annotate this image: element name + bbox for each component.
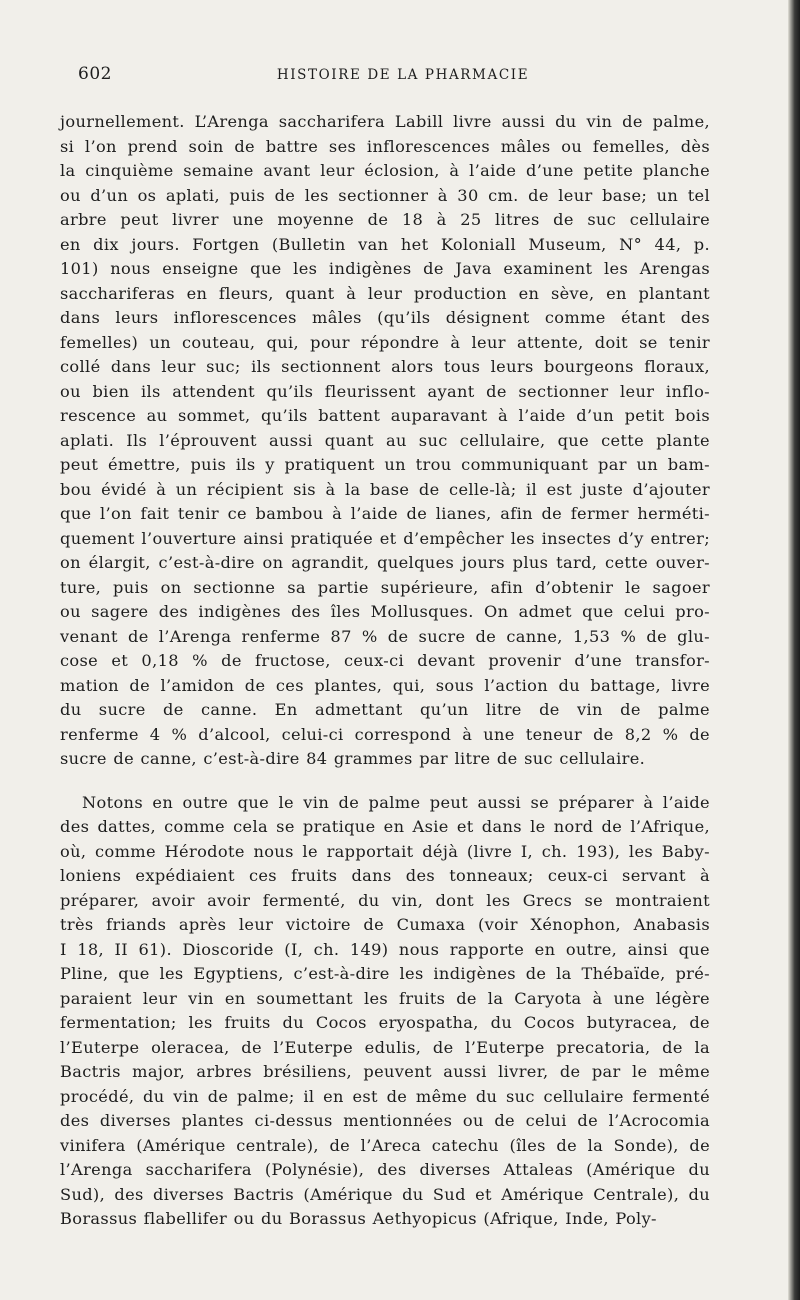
text-line: l’Arenga saccharifera (Polynésie), des diverses Attaleas (Amérique du: [60, 1160, 710, 1179]
text-line: très friands après leur victoire de Cumaxa (voir Xénophon, Anabasis: [60, 915, 710, 934]
text-line: Sud), des diverses Bactris (Amérique du Sud et Amérique Centrale), du: [60, 1184, 710, 1204]
text-line: Notons en outre que le vin de palme peut aussi se préparer à l’aide: [82, 792, 710, 812]
text-line: préparer, avoir avoir fermenté, du vin, dont les Grecs se montraient: [60, 890, 710, 910]
text-line: fermentation; les fruits du Cocos eryospatha, du Cocos butyracea, de: [60, 1013, 710, 1032]
text-line: loniens expédiaient ces fruits dans des tonneaux; ceux-ci servant à: [60, 866, 710, 885]
text-line: que l’on fait tenir ce bambou à l’aide de lianes, afin de fermer herméti-: [60, 504, 710, 523]
text-line: rescence au sommet, qu’ils battent auparavant à l’aide d’un petit bois: [60, 406, 710, 425]
text-line: sacchariferas en fleurs, quant à leur production en sève, en plantant: [60, 283, 710, 303]
text-line: collé dans leur suc; ils sectionnent alors tous leurs bourgeons floraux,: [60, 357, 710, 376]
text-line: en dix jours. Fortgen (Bulletin van het Koloniall Museum, N° 44, p.: [60, 234, 710, 254]
paragraph-arenga-palm-wine: [60, 110, 710, 772]
text-line: cose et 0,18 % de fructose, ceux-ci devant provenir d’une transfor-: [60, 651, 710, 670]
text-line: peut émettre, puis ils y pratiquent un trou communiquant par un bam-: [60, 455, 710, 474]
text-line: Borassus flabellifer ou du Borassus Aethyopicus (Afrique, Inde, Poly-: [60, 1209, 657, 1228]
text-line: la cinquième semaine avant leur éclosion, à l’aide d’une petite planche: [60, 161, 710, 180]
text-line: sucre de canne, c’est-à-dire 84 grammes par litre de suc cellulaire.: [60, 749, 646, 768]
text-line: procédé, du vin de palme; il en est de même du suc cellulaire fermenté: [60, 1086, 710, 1106]
text-line: aplati. Ils l’éprouvent aussi quant au suc cellulaire, que cette plante: [60, 430, 710, 450]
running-title: HISTOIRE DE LA PHARMACIE: [276, 67, 530, 83]
text-line: ou d’un os aplati, puis de les sectionner à 30 cm. de leur base; un tel: [60, 185, 710, 205]
text-line: des dattes, comme cela se pratique en Asie et dans le nord de l’Afrique,: [60, 817, 710, 836]
body-text: [60, 110, 710, 1232]
text-line: Pline, que les Egyptiens, c’est-à-dire les indigènes de la Thébaïde, pré-: [60, 964, 710, 983]
text-line: paraient leur vin en soumettant les fruits de la Caryota à une légère: [60, 988, 710, 1008]
paragraph-spacer: [60, 772, 710, 791]
text-line: ou sagere des indigènes des îles Mollusques. On admet que celui pro-: [60, 602, 710, 621]
text-line: si l’on prend soin de battre ses inflorescences mâles ou femelles, dès: [60, 136, 710, 156]
page-number: 602: [78, 64, 112, 84]
paragraph-date-palm-wine: [60, 791, 710, 1232]
page-edge-shadow: [788, 0, 800, 1300]
text-line: ou bien ils attendent qu’ils fleurissent ayant de sectionner leur inflo-: [60, 381, 710, 401]
text-line: 101) nous enseigne que les indigènes de Java examinent les Arengas: [60, 259, 710, 278]
text-line: vinifera (Amérique centrale), de l’Areca catechu (îles de la Sonde), de: [60, 1135, 710, 1155]
text-line: arbre peut livrer une moyenne de 18 à 25 litres de suc cellulaire: [60, 210, 710, 229]
text-line: où, comme Hérodote nous le rapportait déjà (livre I, ch. 193), les Baby-: [60, 841, 710, 861]
text-line: on élargit, c’est-à-dire on agrandit, quelques jours plus tard, cette ouver-: [60, 553, 710, 572]
text-line: des diverses plantes ci-dessus mentionnées ou de celui de l’Acrocomia: [60, 1111, 710, 1130]
text-line: venant de l’Arenga renferme 87 % de sucre de canne, 1,53 % de glu-: [60, 626, 710, 646]
text-line: ture, puis on sectionne sa partie supérieure, afin d’obtenir le sagoer: [60, 577, 710, 597]
text-line: dans leurs inflorescences mâles (qu’ils désignent comme étant des: [60, 308, 710, 327]
text-line: du sucre de canne. En admettant qu’un litre de vin de palme: [60, 700, 710, 719]
text-line: I 18, II 61). Dioscoride (I, ch. 149) nous rapporte en outre, ainsi que: [60, 939, 710, 959]
text-line: bou évidé à un récipient sis à la base de celle-là; il est juste d’ajouter: [60, 479, 710, 499]
text-line: renferme 4 % d’alcool, celui-ci correspond à une teneur de 8,2 % de: [60, 724, 710, 744]
text-line: mation de l’amidon de ces plantes, qui, sous l’action du battage, livre: [60, 675, 710, 695]
text-line: quement l’ouverture ainsi pratiquée et d’empêcher les insectes d’y entrer;: [60, 528, 710, 548]
text-line: femelles) un couteau, qui, pour répondre à leur attente, doit se tenir: [60, 332, 710, 352]
text-line: journellement. L’Arenga saccharifera Labill livre aussi du vin de palme,: [60, 112, 710, 131]
page-header: [78, 64, 728, 90]
text-line: Bactris major, arbres brésiliens, peuvent aussi livrer, de par le même: [60, 1062, 710, 1081]
text-line: l’Euterpe oleracea, de l’Euterpe edulis, de l’Euterpe precatoria, de la: [60, 1037, 710, 1057]
